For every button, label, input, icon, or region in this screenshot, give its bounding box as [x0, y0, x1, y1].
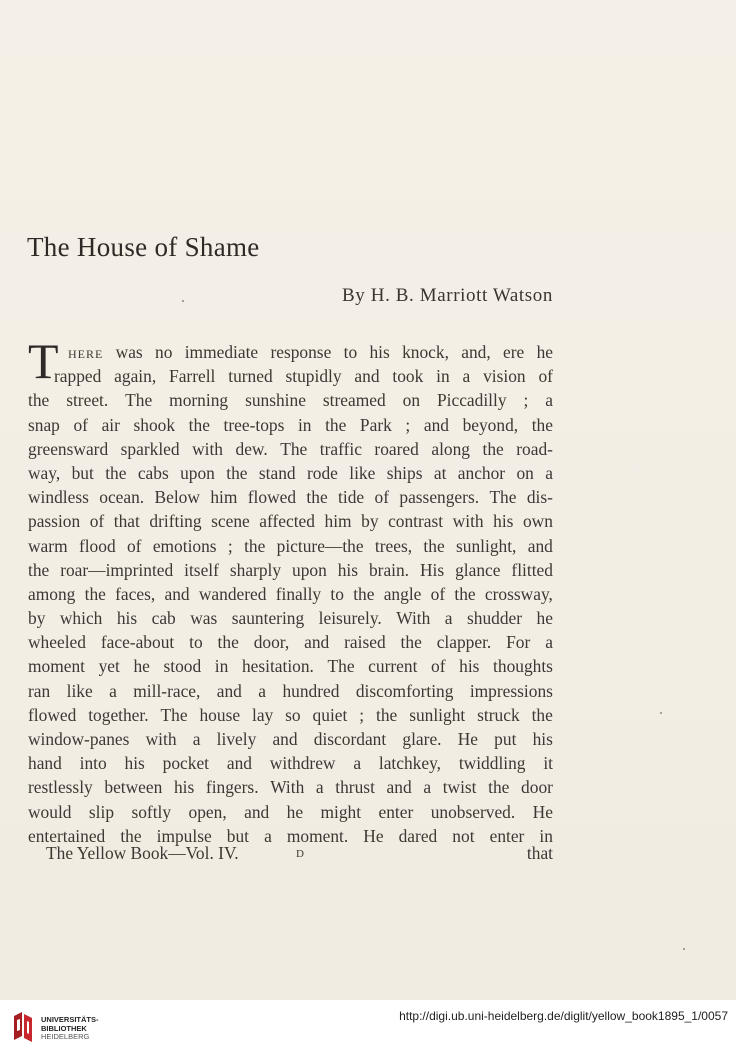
word: unobserved. [430, 801, 516, 822]
word: morning [169, 390, 229, 411]
word: traffic [319, 438, 362, 459]
word: no [155, 342, 173, 362]
text-line [28, 654, 553, 678]
word: sunshine [245, 390, 306, 411]
word: struck [477, 704, 520, 725]
word: sauntering [231, 608, 305, 629]
word: cabs [137, 462, 169, 483]
word: he [133, 656, 150, 677]
word: would [28, 801, 72, 822]
word: a [462, 366, 471, 387]
word: of [374, 487, 389, 508]
first-word-smallcaps: here [68, 342, 104, 362]
word: sunlight, [456, 535, 517, 556]
word: thrust [335, 777, 375, 798]
word: the [105, 462, 127, 483]
word: with [145, 729, 177, 749]
word: beyond, [462, 414, 519, 435]
word: a [423, 777, 432, 798]
word: and [386, 777, 412, 798]
word: not [452, 825, 475, 846]
word: a [545, 390, 553, 411]
word: enter [378, 801, 414, 822]
word: affected [259, 511, 315, 532]
word: house [199, 704, 241, 725]
word: he [536, 342, 553, 362]
text-line [28, 509, 553, 533]
running-title: The Yellow Book—Vol. IV. [46, 843, 239, 863]
word: With [396, 608, 431, 629]
word: in [436, 366, 450, 387]
word: a [109, 680, 117, 701]
word: crossway, [484, 583, 553, 604]
word: the [306, 487, 328, 508]
word: finally [275, 583, 322, 604]
word: the [482, 438, 504, 459]
library-name-line2: BIBLIOTHEK [41, 1023, 87, 1033]
word: The [327, 656, 355, 677]
word: quiet [312, 704, 348, 725]
word: a [545, 462, 553, 483]
word: passion [28, 511, 81, 532]
word: impressions [469, 680, 553, 701]
word: He [532, 801, 553, 822]
word: glance [455, 559, 501, 580]
word: passengers. [399, 487, 480, 508]
word: again, [114, 366, 157, 387]
word: ; [405, 414, 411, 435]
word: road- [516, 438, 553, 459]
word: might [320, 801, 362, 822]
word: the [325, 414, 347, 435]
word: the [400, 632, 422, 653]
word: upon [292, 559, 327, 580]
word: warm [28, 535, 68, 556]
word: own [522, 511, 553, 532]
body-text [28, 340, 553, 848]
word: his [337, 559, 359, 580]
drop-cap: T [28, 333, 59, 389]
word: sparkled [120, 438, 180, 459]
word: of [73, 414, 88, 435]
word: dis- [526, 487, 553, 508]
word: put [494, 729, 517, 749]
word: a [353, 753, 362, 774]
word: shook [133, 414, 176, 435]
word: twist [442, 777, 477, 798]
word: anchor [457, 462, 506, 483]
word: a [315, 777, 324, 798]
word: his [532, 729, 553, 749]
word: He [363, 825, 384, 846]
word: tree-tops [223, 414, 285, 435]
word: knock, [402, 342, 449, 362]
word: twiddling [458, 753, 526, 774]
word: with [192, 438, 223, 459]
word: a [192, 729, 201, 749]
word: discordant [313, 729, 387, 749]
word: cab [151, 608, 176, 629]
word: it [543, 753, 553, 774]
word: his [173, 777, 195, 798]
word: the [353, 583, 375, 604]
word: in [539, 825, 553, 846]
word: was [190, 608, 218, 629]
word: a [264, 825, 272, 846]
word: His [419, 559, 445, 580]
text-line [28, 606, 553, 630]
word: flowed [247, 487, 297, 508]
word: and [423, 414, 449, 435]
word: discomforting [355, 680, 454, 701]
word: roar—imprinted [60, 559, 174, 580]
text-line [28, 775, 553, 799]
word: together. [88, 704, 149, 725]
word: and [226, 753, 252, 774]
word: and, [461, 342, 491, 362]
word: but [226, 825, 249, 846]
word: windless [28, 487, 89, 508]
word: the [120, 825, 142, 846]
word: face-about [100, 632, 175, 653]
word: stupidly [285, 366, 342, 387]
text-line [28, 461, 553, 485]
word: shudder [466, 608, 523, 629]
word: so [285, 704, 301, 725]
text-line [28, 534, 553, 558]
word: impulse [156, 825, 212, 846]
word: the [488, 777, 510, 798]
word: and [164, 583, 190, 604]
word: tide [338, 487, 365, 508]
word: withdrew [269, 753, 336, 774]
word: immediate [184, 342, 259, 362]
word: Park [359, 414, 392, 435]
word: greensward [28, 438, 109, 459]
word: at [433, 462, 447, 483]
word: among [28, 583, 76, 604]
page-title: The House of Shame [27, 232, 260, 262]
word: window-panes [28, 729, 130, 749]
word: the [226, 462, 248, 483]
word: mill-race, [133, 680, 201, 701]
word: ships [386, 462, 423, 483]
word: the [244, 535, 266, 556]
word: by [28, 608, 46, 629]
word: his [369, 342, 390, 362]
word: ; [227, 535, 233, 556]
word: and [304, 632, 330, 653]
word: ; [359, 704, 365, 725]
word: roared [374, 438, 419, 459]
word: the [28, 390, 50, 411]
source-url-link[interactable]: http://digi.ub.uni-heidelberg.de/diglit/yellow_book1895_1/0057 [399, 1009, 728, 1023]
word: With [270, 777, 305, 798]
word: door, [253, 632, 290, 653]
word: flood [78, 535, 116, 556]
text-line [28, 800, 553, 824]
word: hesitation. [241, 656, 314, 677]
word: ; [523, 390, 529, 411]
word: ere [503, 342, 525, 362]
text-line [28, 582, 553, 606]
word: picture—the [276, 535, 364, 556]
word: rapped [54, 366, 102, 387]
library-footer-bar [0, 1000, 736, 1053]
word: way, [28, 462, 61, 483]
word: current [368, 656, 418, 677]
word: the [376, 704, 398, 725]
word: open, [188, 801, 227, 822]
word: He [457, 729, 478, 749]
word: hundred [282, 680, 340, 701]
word: and [244, 801, 270, 822]
word: entertained [28, 825, 106, 846]
word: and [216, 680, 242, 701]
signature-mark: d [296, 845, 304, 861]
word: hand [28, 753, 62, 774]
word: ran [28, 680, 51, 701]
word: faces, [115, 583, 156, 604]
word: rode [306, 462, 338, 483]
word: into [79, 753, 107, 774]
word: his [124, 753, 145, 774]
word: with [452, 511, 484, 532]
word: latchkey, [378, 753, 441, 774]
byline: By H. B. Marriott Watson [342, 285, 553, 306]
text-line [28, 413, 553, 437]
word: on [402, 390, 421, 411]
catchword: that [526, 843, 553, 863]
first-line [28, 340, 553, 364]
word: angle [383, 583, 422, 604]
word: The [160, 704, 188, 725]
word: sunlight [409, 704, 466, 725]
word: scene [211, 511, 250, 532]
word: flowed [28, 704, 77, 725]
word: fingers. [205, 777, 259, 798]
word: wandered [198, 583, 267, 604]
word: enter [489, 825, 525, 846]
word: of [89, 511, 105, 532]
library-name [41, 1016, 99, 1042]
word: softly [131, 801, 172, 822]
university-library-logo-icon [8, 1008, 38, 1044]
word: the [531, 414, 553, 435]
text-line [28, 751, 553, 775]
word: to [330, 583, 344, 604]
word: a [258, 680, 267, 701]
paper-speck [683, 948, 685, 950]
word: Piccadilly [436, 390, 507, 411]
library-name-line3: HEIDELBERG [41, 1032, 90, 1041]
word: and [527, 535, 553, 556]
word: was [115, 342, 143, 362]
word: the [84, 583, 106, 604]
word: contrast [388, 511, 444, 532]
word: stood [163, 656, 202, 677]
text-line [28, 727, 553, 751]
body-lines [28, 364, 553, 848]
word: restlessly [28, 777, 93, 798]
word: ocean. [99, 487, 145, 508]
word: streamed [322, 390, 386, 411]
word: lively [216, 729, 257, 749]
word: trees, [374, 535, 413, 556]
word: vision [483, 366, 526, 387]
word: of [126, 535, 142, 556]
word: drifting [149, 511, 202, 532]
word: his [116, 608, 138, 629]
word: clapper. [436, 632, 492, 653]
word: upon [180, 462, 215, 483]
text-line [28, 703, 553, 727]
word: between [104, 777, 163, 798]
word: raised [344, 632, 386, 653]
word: of [430, 583, 446, 604]
text-line [28, 364, 553, 388]
word: the [423, 535, 445, 556]
paper-speck [660, 712, 662, 714]
word: the [531, 704, 553, 725]
word: like [349, 462, 376, 483]
word: by [361, 511, 379, 532]
word: Farrell [169, 366, 216, 387]
word: the [188, 414, 210, 435]
word: sharply [229, 559, 282, 580]
paper-speck [182, 300, 184, 302]
word: thoughts [493, 656, 553, 677]
word: in [297, 414, 312, 435]
text-line [28, 679, 553, 703]
word: door [521, 777, 553, 798]
word: moment [28, 656, 85, 677]
word: wheeled [28, 632, 86, 653]
word: leisurely. [318, 608, 382, 629]
word: brain. [368, 559, 410, 580]
text-line [28, 630, 553, 654]
text-line [28, 388, 553, 412]
word: street. [66, 390, 109, 411]
word: that [113, 511, 140, 532]
word: he [286, 801, 304, 822]
word: lay [251, 704, 274, 725]
word: Below [154, 487, 200, 508]
word: to [343, 342, 358, 362]
word: took [392, 366, 424, 387]
word: him [324, 511, 352, 532]
word: the [28, 559, 50, 580]
word: slip [88, 801, 115, 822]
word: dew. [235, 438, 268, 459]
word: stand [258, 462, 296, 483]
word: For [506, 632, 531, 653]
word: of [538, 366, 553, 387]
word: The [280, 438, 308, 459]
word: but [71, 462, 94, 483]
text-line [28, 558, 553, 582]
word: yet [98, 656, 120, 677]
word: of [431, 656, 446, 677]
word: glare. [402, 729, 442, 749]
word: his [493, 511, 514, 532]
word: snap [28, 414, 60, 435]
word: a [545, 632, 553, 653]
word: pocket [162, 753, 210, 774]
word: the [454, 583, 476, 604]
word: which [59, 608, 103, 629]
word: dared [398, 825, 438, 846]
word: itself [184, 559, 219, 580]
word: The [125, 390, 153, 411]
word: on [516, 462, 534, 483]
word: The [489, 487, 517, 508]
library-name-line1: UNIVERSITÄTS- [41, 1015, 99, 1024]
word: him [210, 487, 238, 508]
word: he [536, 608, 553, 629]
word: moment. [286, 825, 349, 846]
word: his [459, 656, 480, 677]
word: the [217, 632, 239, 653]
word: along [431, 438, 470, 459]
word: air [101, 414, 120, 435]
word: turned [228, 366, 273, 387]
text-line [28, 437, 553, 461]
word: and [354, 366, 380, 387]
word: in [214, 656, 229, 677]
word: and [272, 729, 298, 749]
word: to [189, 632, 203, 653]
word: like [66, 680, 93, 701]
word: response [270, 342, 332, 362]
word: flitted [511, 559, 553, 580]
word: a [444, 608, 453, 629]
word: emotions [152, 535, 217, 556]
text-line [28, 485, 553, 509]
